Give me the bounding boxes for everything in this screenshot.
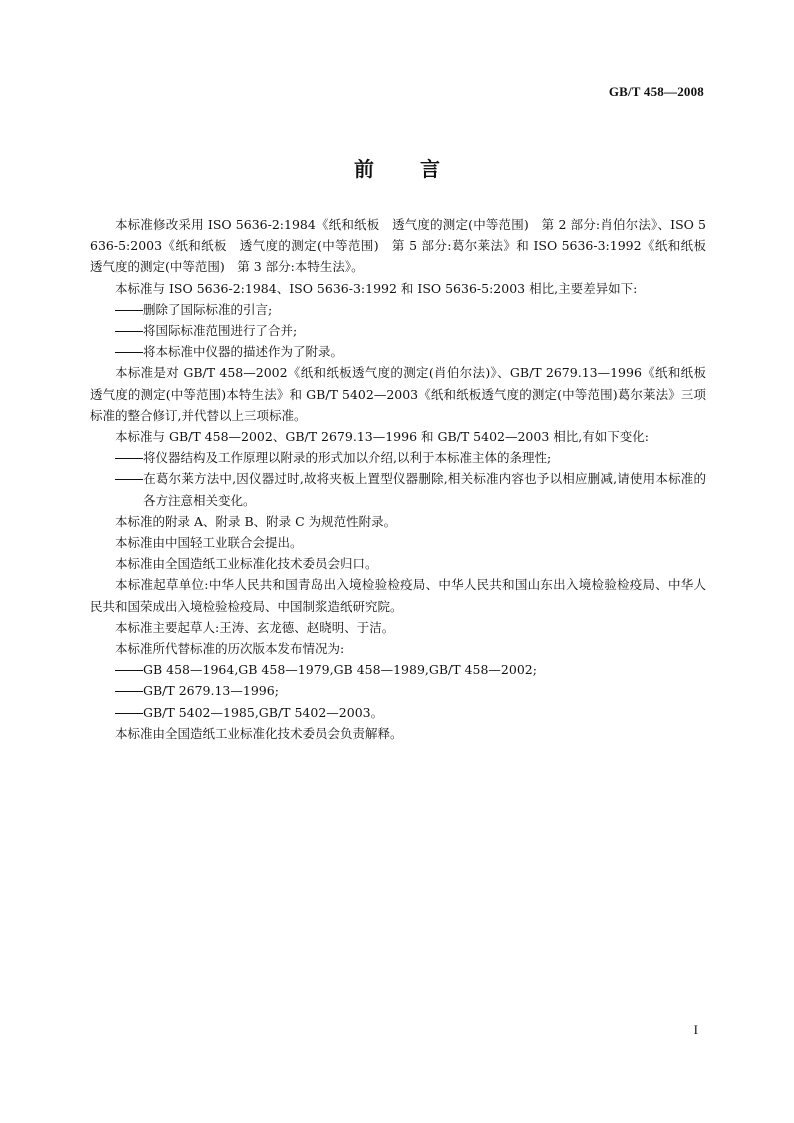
paragraph-proposed-by: 本标准由中国轻工业联合会提出。 (115, 535, 303, 551)
em-dash-icon (115, 713, 143, 714)
paragraph-previous-editions: 本标准所代替标准的历次版本发布情况为: (115, 641, 345, 657)
paragraph-drafting-units: 本标准起草单位:中华人民共和国青岛出入境检验检疫局、中华人民共和国山东出入境检验检疫局、中华人民共和国荣成出入境检验检疫局、中国制浆造纸研究院。 (90, 577, 706, 614)
paragraph-interpretation: 本标准由全国造纸工业标准化技术委员会负责解释。 (115, 725, 403, 741)
dash-list-item (90, 341, 706, 362)
dash-list-item (90, 702, 706, 723)
dash-list-item (90, 680, 706, 701)
em-dash-icon (115, 670, 143, 671)
dash-item-text: GB/T 5402—1985,GB/T 5402—2003。 (143, 704, 384, 720)
em-dash-icon (115, 310, 143, 311)
dash-list-item (90, 320, 706, 341)
dash-item-text: GB 458—1964,GB 458—1979,GB 458—1989,GB/T 458—2002; (143, 662, 537, 678)
dash-list-item (90, 468, 706, 510)
dash-list-item (90, 659, 706, 680)
paragraph-changes-intro: 本标准与 GB/T 458—2002、GB/T 2679.13—1996 和 GB/T 5402—2003 相比,有如下变化: (115, 429, 649, 445)
paragraph-differences-intro: 本标准与 ISO 5636-2:1984、ISO 5636-3:1992 和 ISO 5636-5:2003 相比,主要差异如下: (115, 280, 638, 296)
paragraph-adoption: 本标准修改采用 ISO 5636-2:1984《纸和纸板 透气度的测定(中等范围) 第 2 部分:肖伯尔法》、ISO 5636-5:2003《纸和纸板 透气度的测定(中等范围) 第 5 部分:葛尔莱法》和 ISO 5636-3:1992《纸和纸板 透气度的测定(中等范围) 第 3 部分:本特生法》。 (90, 217, 719, 275)
dash-list-item (90, 447, 706, 468)
dash-list-item (90, 299, 706, 320)
em-dash-icon (115, 479, 143, 480)
dash-item-text: 删除了国际标准的引言; (143, 301, 273, 317)
page-title: 前言 (354, 157, 486, 181)
standard-number: GB/T 458—2008 (608, 84, 704, 99)
dash-item-text: 将本标准中仪器的描述作为了附录。 (143, 344, 344, 360)
em-dash-icon (115, 331, 143, 332)
foreword-body (90, 214, 719, 744)
dash-item-text: 将仪器结构及工作原理以附录的形式加以介绍,以利于本标准主体的条理性; (143, 450, 552, 466)
paragraph-annexes: 本标准的附录 A、附录 B、附录 C 为规范性附录。 (115, 513, 397, 529)
em-dash-icon (115, 352, 143, 353)
paragraph-under-jurisdiction: 本标准由全国造纸工业标准化技术委员会归口。 (115, 556, 378, 572)
em-dash-icon (115, 691, 143, 692)
paragraph-integration: 本标准是对 GB/T 458—2002《纸和纸板透气度的测定(肖伯尔法)》、GB/T 2679.13—1996《纸和纸板透气度的测定(中等范围)本特生法》和 GB/T 5402—2003《纸和纸板透气度的测定(中等范围)葛尔莱法》三项标准的整合修订,并代替以上三项标准。 (90, 365, 706, 423)
paragraph-drafters: 本标准主要起草人:王涛、玄龙德、赵晓明、于洁。 (115, 619, 395, 635)
page-number: I (693, 1022, 698, 1037)
dash-item-text: 将国际标准范围进行了合并; (143, 323, 298, 339)
dash-item-text: 在葛尔莱方法中,因仪器过时,故将夹板上置型仪器删除,相关标准内容也予以相应删减,请使用本标准的各方注意相关变化。 (143, 471, 706, 508)
dash-item-text: GB/T 2679.13—1996; (143, 683, 279, 699)
em-dash-icon (115, 458, 143, 459)
